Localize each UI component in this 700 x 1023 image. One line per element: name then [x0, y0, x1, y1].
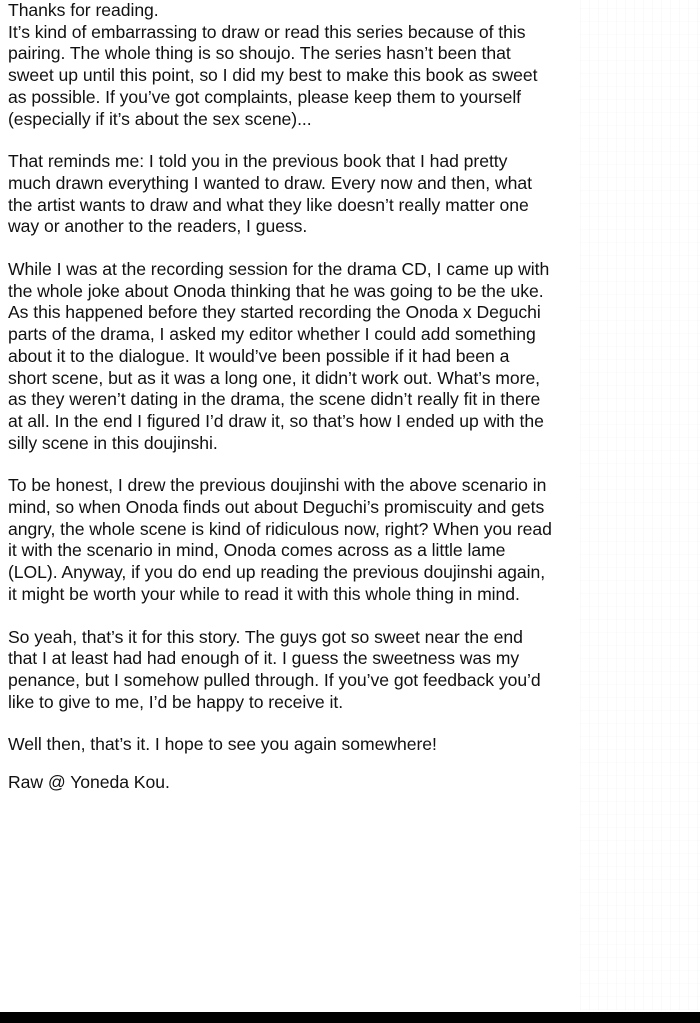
text-line: While I was at the recording session for the drama CD, I came up with	[8, 259, 550, 280]
text-line: (especially if it’s about the sex scene)...	[8, 108, 312, 129]
text-line: Thanks for reading.	[8, 0, 159, 20]
text-line: it with the scenario in mind, Onoda comes across as a little lame	[8, 540, 506, 561]
text-line: parts of the drama, I asked my editor whether I could add something	[8, 324, 536, 345]
signature-line	[8, 772, 608, 794]
text-line: Well then, that’s it. I hope to see you again somewhere!	[8, 734, 437, 755]
text-line: the artist wants to draw and what they like doesn’t really matter one	[8, 194, 529, 215]
text-line: (LOL). Anyway, if you do end up reading the previous doujinshi again,	[8, 562, 546, 583]
paragraph-farewell	[8, 734, 608, 756]
text-line: angry, the whole scene is kind of ridiculous now, right? When you read	[8, 518, 552, 539]
text-line: silly scene in this doujinshi.	[8, 432, 218, 453]
text-line: as possible. If you’ve got complaints, please keep them to yourself	[8, 86, 522, 107]
text-line: It’s kind of embarrassing to draw or read this series because of this	[8, 21, 526, 42]
afterword-text	[8, 0, 608, 815]
text-line: about it to the dialogue. It would’ve been possible if it had been a	[8, 345, 510, 366]
text-line: short scene, but as it was a long one, it didn’t work out. What’s more,	[8, 367, 541, 388]
text-line: way or another to the readers, I guess.	[8, 216, 308, 237]
text-line: mind, so when Onoda finds out about Deguchi’s promiscuity and gets	[8, 497, 545, 518]
paragraph-drama-cd	[8, 259, 608, 454]
paragraph-honest	[8, 475, 608, 605]
text-line: it might be worth your while to read it with this whole thing in mind.	[8, 583, 520, 604]
text-line: So yeah, that’s it for this story. The guys got so sweet near the end	[8, 626, 523, 647]
text-line: the whole joke about Onoda thinking that he was going to be the uke.	[8, 280, 544, 301]
text-line: much drawn everything I wanted to draw. Every now and then, what	[8, 172, 532, 193]
scan-bottom-border	[0, 1012, 700, 1023]
text-line: As this happened before they started recording the Onoda x Deguchi	[8, 302, 541, 323]
paragraph-intro	[8, 0, 608, 130]
text-line: that I at least had had enough of it. I guess the sweetness was my	[8, 648, 520, 669]
paragraph-reminder	[8, 151, 608, 238]
text-line: as they weren’t dating in the drama, the scene didn’t really fit in there	[8, 389, 541, 410]
text-line: That reminds me: I told you in the previous book that I had pretty	[8, 151, 508, 172]
text-line: sweet up until this point, so I did my best to make this book as sweet	[8, 65, 538, 86]
text-line: Raw @ Yoneda Kou.	[8, 772, 170, 793]
text-line: at all. In the end I figured I’d draw it, so that’s how I ended up with the	[8, 410, 544, 431]
text-line: penance, but I somehow pulled through. If you’ve got feedback you’d	[8, 669, 541, 690]
paragraph-story-end	[8, 627, 608, 714]
text-line: like to give to me, I’d be happy to receive it.	[8, 691, 344, 712]
text-line: pairing. The whole thing is so shoujo. The series hasn’t been that	[8, 43, 511, 64]
text-line: To be honest, I drew the previous doujinshi with the above scenario in	[8, 475, 547, 496]
